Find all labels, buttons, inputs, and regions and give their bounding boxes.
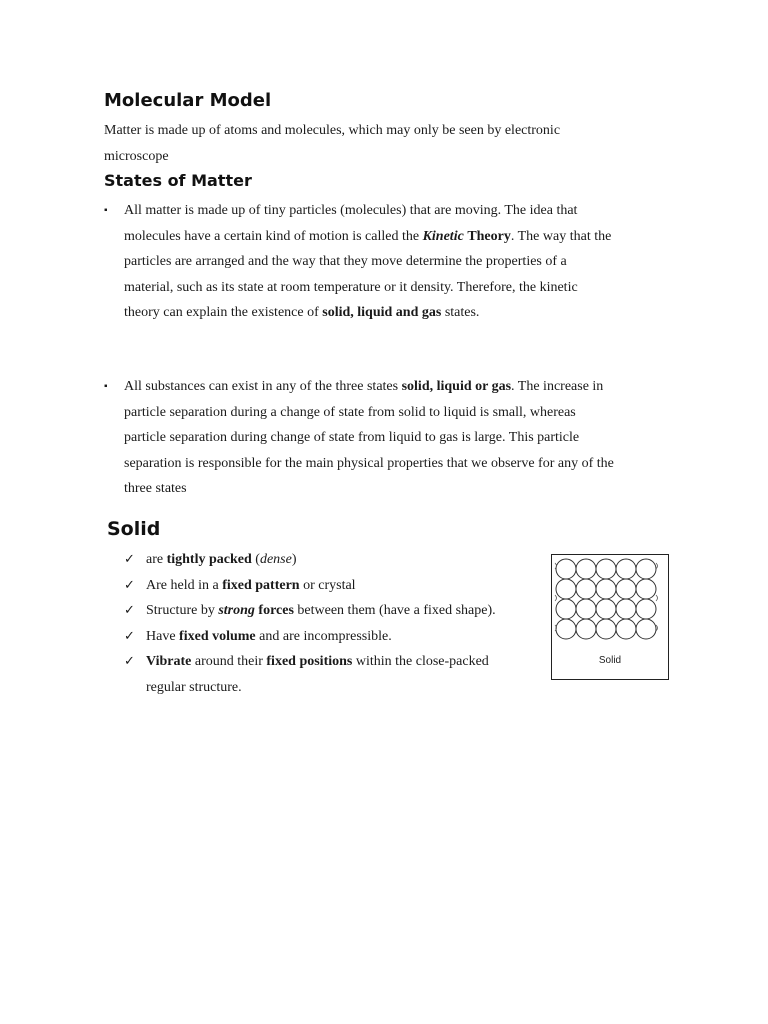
vibration-mark bbox=[656, 595, 658, 601]
checkmark-icon: ✓ bbox=[124, 654, 135, 669]
checklist-text: Structure by strong forces between them (have a fixed shape). bbox=[146, 603, 496, 618]
particle-circle bbox=[636, 599, 656, 619]
bullet-text: All matter is made up of tiny particles (molecules) that are moving. The idea that molecules have a certain kind of motion is called the Kinetic Theory. The way that the particles are arranged and the way that they move determine the properties of a material, such as its state at room temperature or it density. Therefore, the kinetic theory can explain the existence of solid, liquid and gas states. bbox=[124, 203, 612, 320]
checklist-item bbox=[124, 649, 524, 700]
checklist-text: Have fixed volume and are incompressible. bbox=[146, 628, 392, 644]
particle-grid-diagram bbox=[552, 555, 668, 655]
particle-circle bbox=[636, 579, 656, 599]
particle-circle bbox=[576, 619, 596, 639]
particle-circle bbox=[576, 579, 596, 599]
intro-paragraph: Matter is made up of atoms and molecules, which may only be seen by electronic microscope bbox=[104, 123, 561, 164]
particle-circle bbox=[576, 599, 596, 619]
solid-particles-figure bbox=[551, 554, 669, 680]
particle-circle bbox=[616, 599, 636, 619]
vibration-mark bbox=[555, 595, 557, 601]
particle-circle bbox=[596, 619, 616, 639]
checklist-item bbox=[124, 624, 524, 650]
bullet-text: All substances can exist in any of the three states solid, liquid or gas. The increase in particle separation during a change of state from solid to liquid is small, whereas particle separation during change of state from liquid to gas is large. This particle separation is responsible for the main physical properties that we observe for any of the three states bbox=[124, 379, 614, 496]
checkmark-icon: ✓ bbox=[124, 628, 135, 644]
particle-circle bbox=[556, 619, 576, 639]
particle-circle bbox=[616, 559, 636, 579]
particle-circle bbox=[596, 599, 616, 619]
particle-circle bbox=[636, 619, 656, 639]
particle-circle bbox=[616, 619, 636, 639]
bullet-marker-icon: ▪ bbox=[104, 205, 108, 216]
checklist-text: are tightly packed (dense) bbox=[146, 552, 297, 567]
checklist-text: Vibrate around their fixed positions within the close-packed regular structure. bbox=[146, 654, 489, 695]
heading-molecular-model: Molecular Model bbox=[104, 90, 272, 111]
heading-solid: Solid bbox=[107, 518, 161, 540]
particle-circle bbox=[596, 559, 616, 579]
heading-states-of-matter: States of Matter bbox=[104, 171, 252, 190]
particle-circle bbox=[556, 559, 576, 579]
checklist-item bbox=[124, 547, 524, 573]
checklist-item bbox=[124, 573, 524, 599]
particle-circle bbox=[596, 579, 616, 599]
bullet-marker-icon: ▪ bbox=[104, 381, 108, 392]
particle-circle bbox=[636, 559, 656, 579]
checklist-item bbox=[124, 598, 524, 624]
checkmark-icon: ✓ bbox=[124, 577, 135, 593]
solid-properties-list bbox=[124, 547, 524, 700]
figure-caption: Solid bbox=[598, 655, 622, 666]
checklist-text: Are held in a fixed pattern or crystal bbox=[146, 577, 356, 593]
particle-circle bbox=[556, 579, 576, 599]
particle-circle bbox=[576, 559, 596, 579]
particle-circle bbox=[556, 599, 576, 619]
particle-circle bbox=[616, 579, 636, 599]
checkmark-icon: ✓ bbox=[124, 552, 135, 567]
checkmark-icon: ✓ bbox=[124, 603, 135, 618]
